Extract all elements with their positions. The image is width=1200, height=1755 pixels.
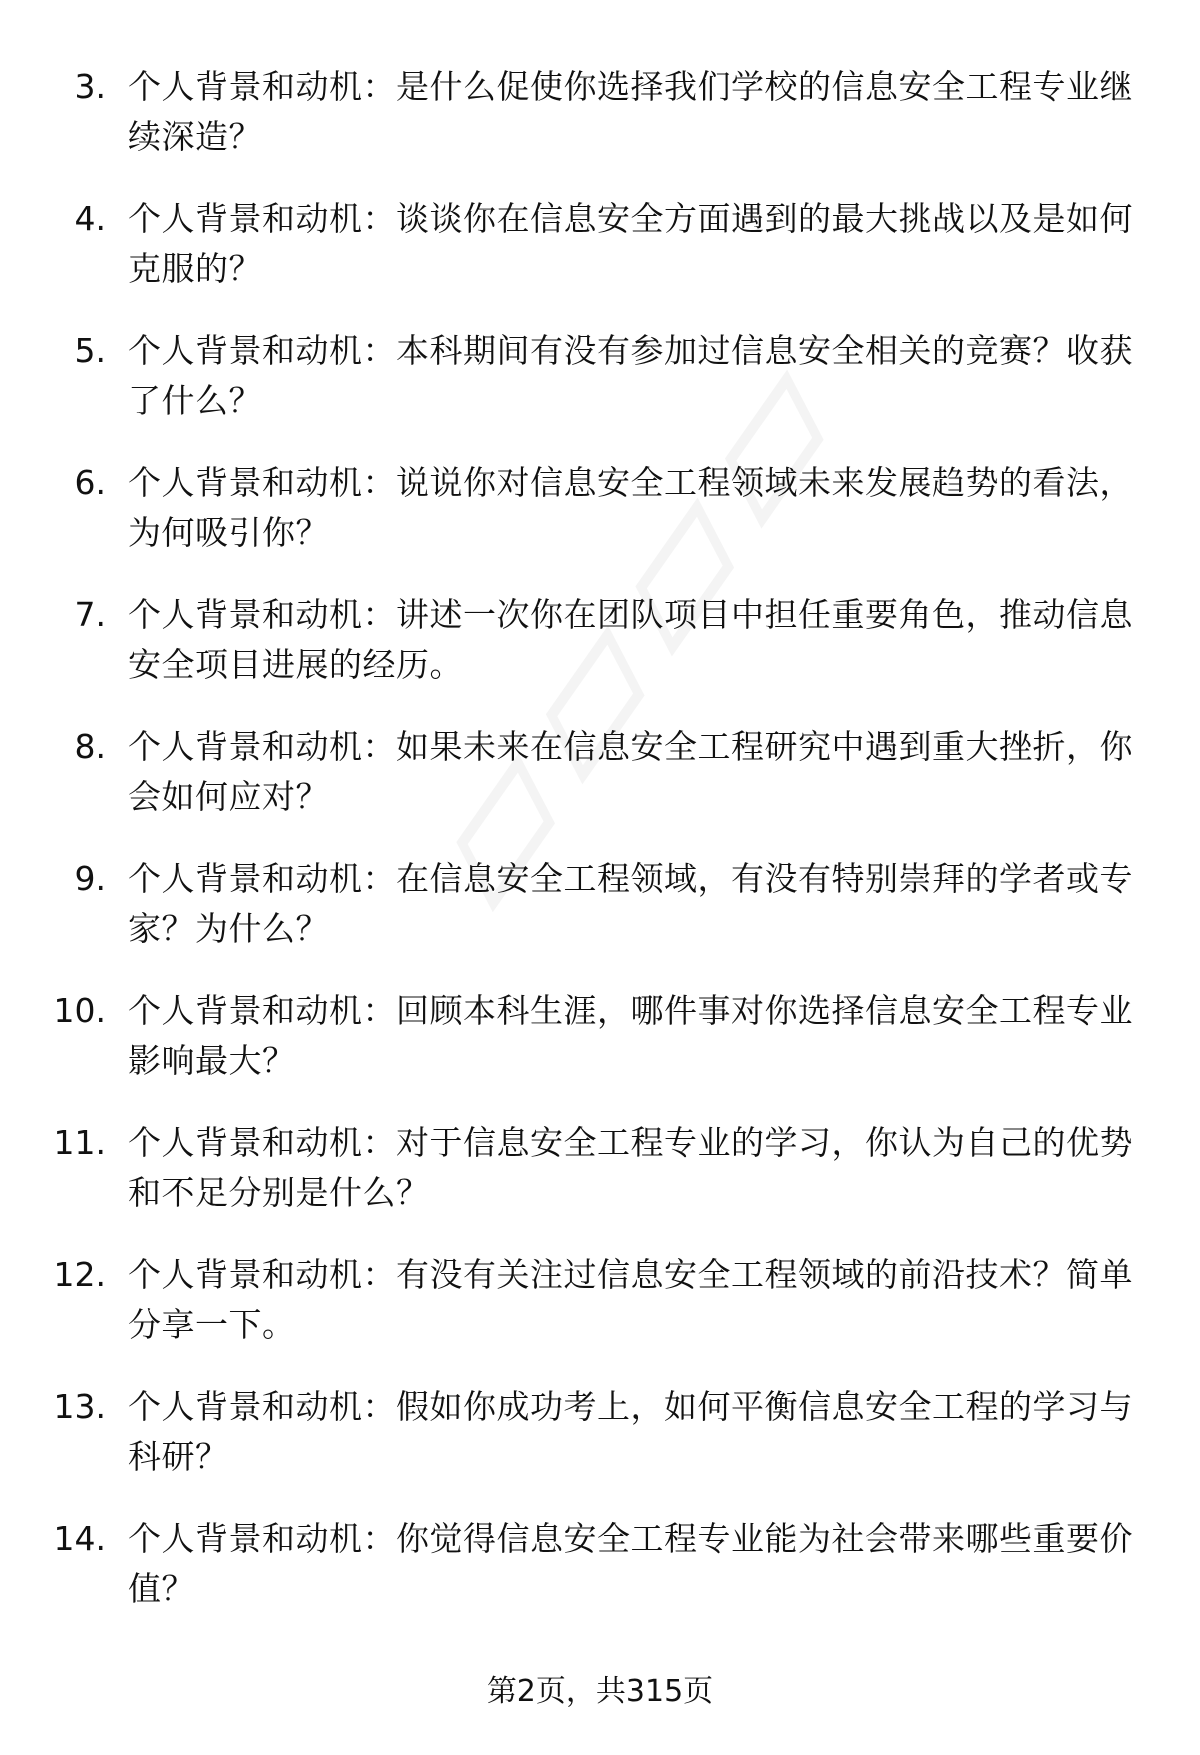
question-text: 个人背景和动机：在信息安全工程领域，有没有特别崇拜的学者或专家？为什么？: [128, 859, 1133, 948]
question-list: [0, 62, 1200, 1646]
question-text: 个人背景和动机：你觉得信息安全工程专业能为社会带来哪些重要价值？: [128, 1519, 1133, 1608]
question-number: 3.: [74, 67, 106, 106]
question-text: 个人背景和动机：谈谈你在信息安全方面遇到的最大挑战以及是如何克服的？: [128, 199, 1133, 288]
page-number-footer: 第2页，共315页: [486, 1674, 714, 1709]
question-number: 14.: [53, 1519, 106, 1558]
question-text: 个人背景和动机：本科期间有没有参加过信息安全相关的竞赛？收获了什么？: [128, 331, 1133, 420]
list-item: [0, 1118, 1200, 1250]
list-item: [0, 194, 1200, 326]
list-item: [0, 722, 1200, 854]
question-number: 11.: [53, 1123, 106, 1162]
list-item: [0, 590, 1200, 722]
question-number: 9.: [74, 859, 106, 898]
list-item: [0, 62, 1200, 194]
question-text: 个人背景和动机：对于信息安全工程专业的学习，你认为自己的优势和不足分别是什么？: [128, 1123, 1133, 1212]
question-number: 10.: [53, 991, 106, 1030]
list-item: [0, 986, 1200, 1118]
question-text: 个人背景和动机：回顾本科生涯，哪件事对你选择信息安全工程专业影响最大？: [128, 991, 1133, 1080]
list-item: [0, 1250, 1200, 1382]
question-number: 12.: [53, 1255, 106, 1294]
question-text: 个人背景和动机：如果未来在信息安全工程研究中遇到重大挫折，你会如何应对？: [128, 727, 1133, 816]
question-text: 个人背景和动机：说说你对信息安全工程领域未来发展趋势的看法，为何吸引你？: [128, 463, 1133, 552]
list-item: [0, 1514, 1200, 1646]
list-item: [0, 854, 1200, 986]
list-item: [0, 1382, 1200, 1514]
question-number: 6.: [74, 463, 106, 502]
list-item: [0, 326, 1200, 458]
question-text: 个人背景和动机：讲述一次你在团队项目中担任重要角色，推动信息安全项目进展的经历。: [128, 595, 1133, 684]
question-text: 个人背景和动机：假如你成功考上，如何平衡信息安全工程的学习与科研？: [128, 1387, 1133, 1476]
question-number: 7.: [74, 595, 106, 634]
question-text: 个人背景和动机：是什么促使你选择我们学校的信息安全工程专业继续深造？: [128, 67, 1133, 156]
question-number: 13.: [53, 1387, 106, 1426]
question-number: 4.: [74, 199, 106, 238]
list-item: [0, 458, 1200, 590]
question-text: 个人背景和动机：有没有关注过信息安全工程领域的前沿技术？简单分享一下。: [128, 1255, 1133, 1344]
question-number: 8.: [74, 727, 106, 766]
question-number: 5.: [74, 331, 106, 370]
